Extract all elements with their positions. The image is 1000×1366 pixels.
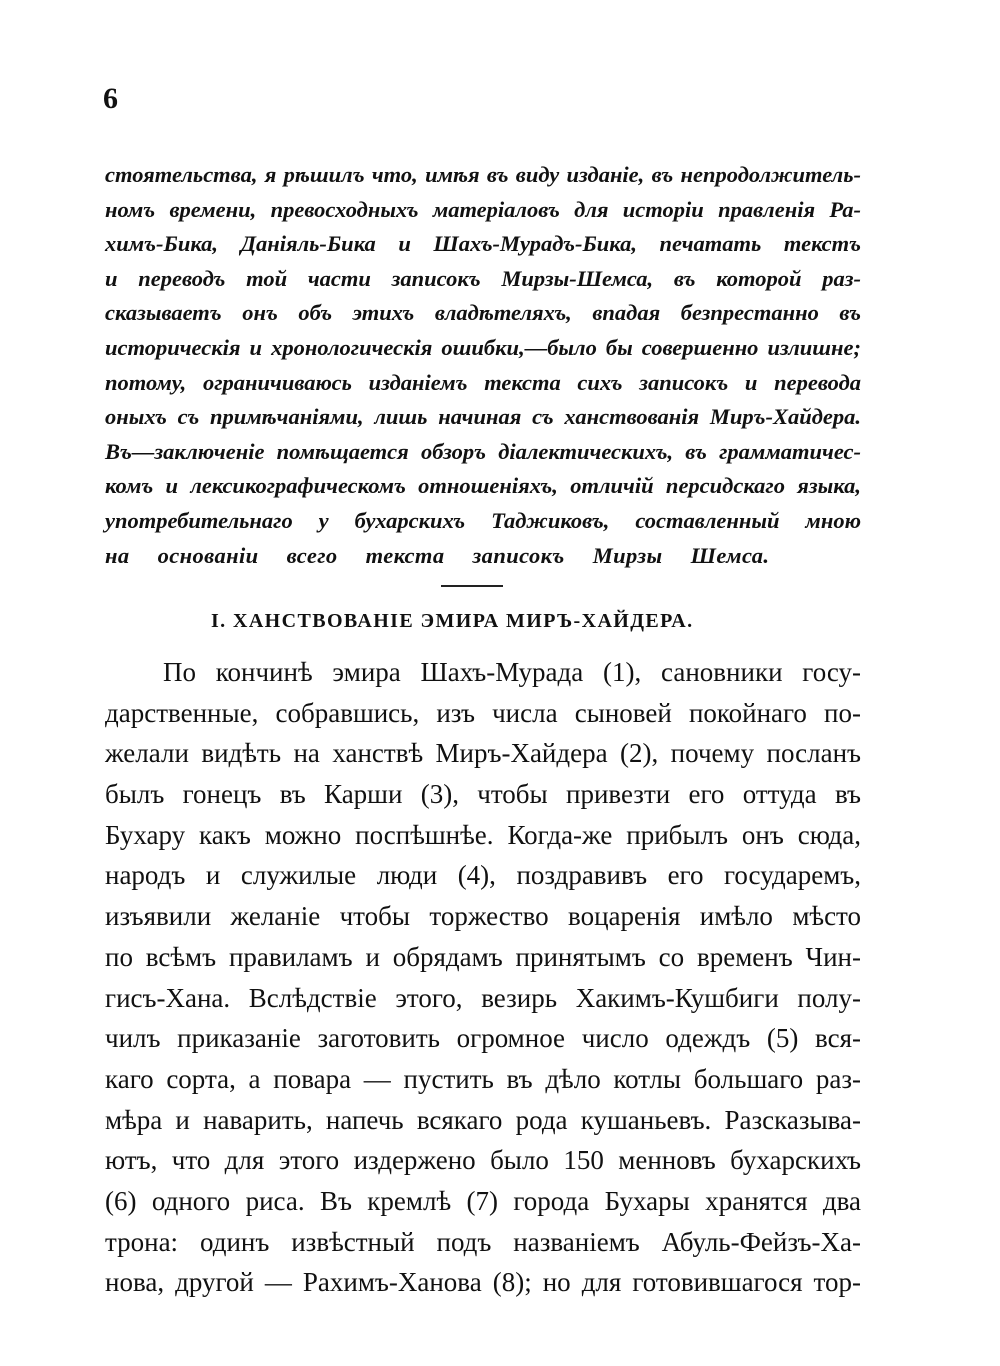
body-line: каго сорта, а повара — пустить въ дѣло котлы большаго раз- (105, 1063, 861, 1094)
intro-line: потому, ограничиваюсь изданіемъ текста сихъ записокъ и перевода (105, 369, 861, 395)
intro-line: Въ—заключеніе помѣщается обзоръ діалектическихъ, въ грамматичес- (105, 438, 861, 464)
intro-paragraph (105, 158, 861, 573)
intro-line: и переводъ той части записокъ Мирзы-Шемса, въ которой раз- (105, 265, 861, 291)
body-line: (6) одного риса. Въ кремлѣ (7) города Бухары хранятся два (105, 1185, 861, 1216)
body-line: по всѣмъ правиламъ и обрядамъ принятымъ со временъ Чин- (105, 941, 861, 972)
body-line: народъ и служилые люди (4), поздравивъ его государемъ, (105, 860, 861, 891)
section-heading: I. ХАНСТВОВАНІЕ ЭМИРА МИРЪ-ХАЙДЕРА. (211, 610, 694, 632)
body-line: гисъ-Хана. Вслѣдствіе этого, везирь Хакимъ-Кушбиги полу- (105, 982, 861, 1013)
intro-line: номъ времени, превосходныхъ матеріаловъ для исторіи правленія Ра- (105, 196, 861, 222)
intro-line-last: на основаніи всего текста записокъ Мирзы Шемса. (105, 542, 770, 568)
body-line: желали видѣть на ханствѣ Миръ-Хайдера (2), почему посланъ (105, 738, 861, 769)
intro-line: комъ и лексикографическомъ отношеніяхъ, отличій персидскаго языка, (105, 473, 861, 499)
body-line-first: По кончинѣ эмира Шахъ-Мурада (1), сановники госу- (163, 657, 861, 687)
section-separator (441, 585, 503, 587)
intro-line: сказываетъ онъ объ этихъ владѣтеляхъ, впадая безпрестанно въ (105, 300, 861, 326)
intro-line: историческія и хронологическія ошибки,—было бы совершенно излишне; (105, 334, 861, 360)
body-line: ютъ, что для этого издержено было 150 менновъ бухарскихъ (105, 1145, 861, 1176)
body-line: чилъ приказаніе заготовить огромное число одеждъ (5) вся- (105, 1023, 861, 1054)
intro-line: употребительнаго у бухарскихъ Таджиковъ, составленный мною (105, 507, 861, 533)
page-number: 6 (103, 82, 118, 115)
body-line: мѣра и наварить, напечь всякаго рода кушаньевъ. Разсказыва- (105, 1104, 861, 1135)
body-line: нова, другой — Рахимъ-Ханова (8); но для готовившагося тор- (105, 1267, 861, 1298)
body-paragraph (105, 652, 861, 1303)
body-line: дарственные, собравшись, изъ числа сыновей покойнаго по- (105, 697, 861, 728)
body-line: былъ гонецъ въ Карши (3), чтобы привезти его оттуда въ (105, 779, 861, 810)
intro-line: химъ-Бика, Даніяль-Бика и Шахъ-Мурадъ-Бика, печатать текстъ (105, 231, 861, 257)
body-line: трона: одинъ извѣстный подъ названіемъ Абуль-Фейзъ-Ха- (105, 1226, 861, 1257)
intro-line: оныхъ съ примѣчаніями, лишь начиная съ ханствованія Миръ-Хайдера. (105, 404, 861, 430)
intro-line: стоятельства, я рѣшилъ что, имѣя въ виду изданіе, въ непродолжитель- (105, 162, 861, 187)
body-line: изъявили желаніе чтобы торжество воцаренія имѣло мѣсто (105, 901, 861, 932)
body-line: Бухару какъ можно поспѣшнѣе. Когда-же прибылъ онъ сюда, (105, 819, 861, 850)
